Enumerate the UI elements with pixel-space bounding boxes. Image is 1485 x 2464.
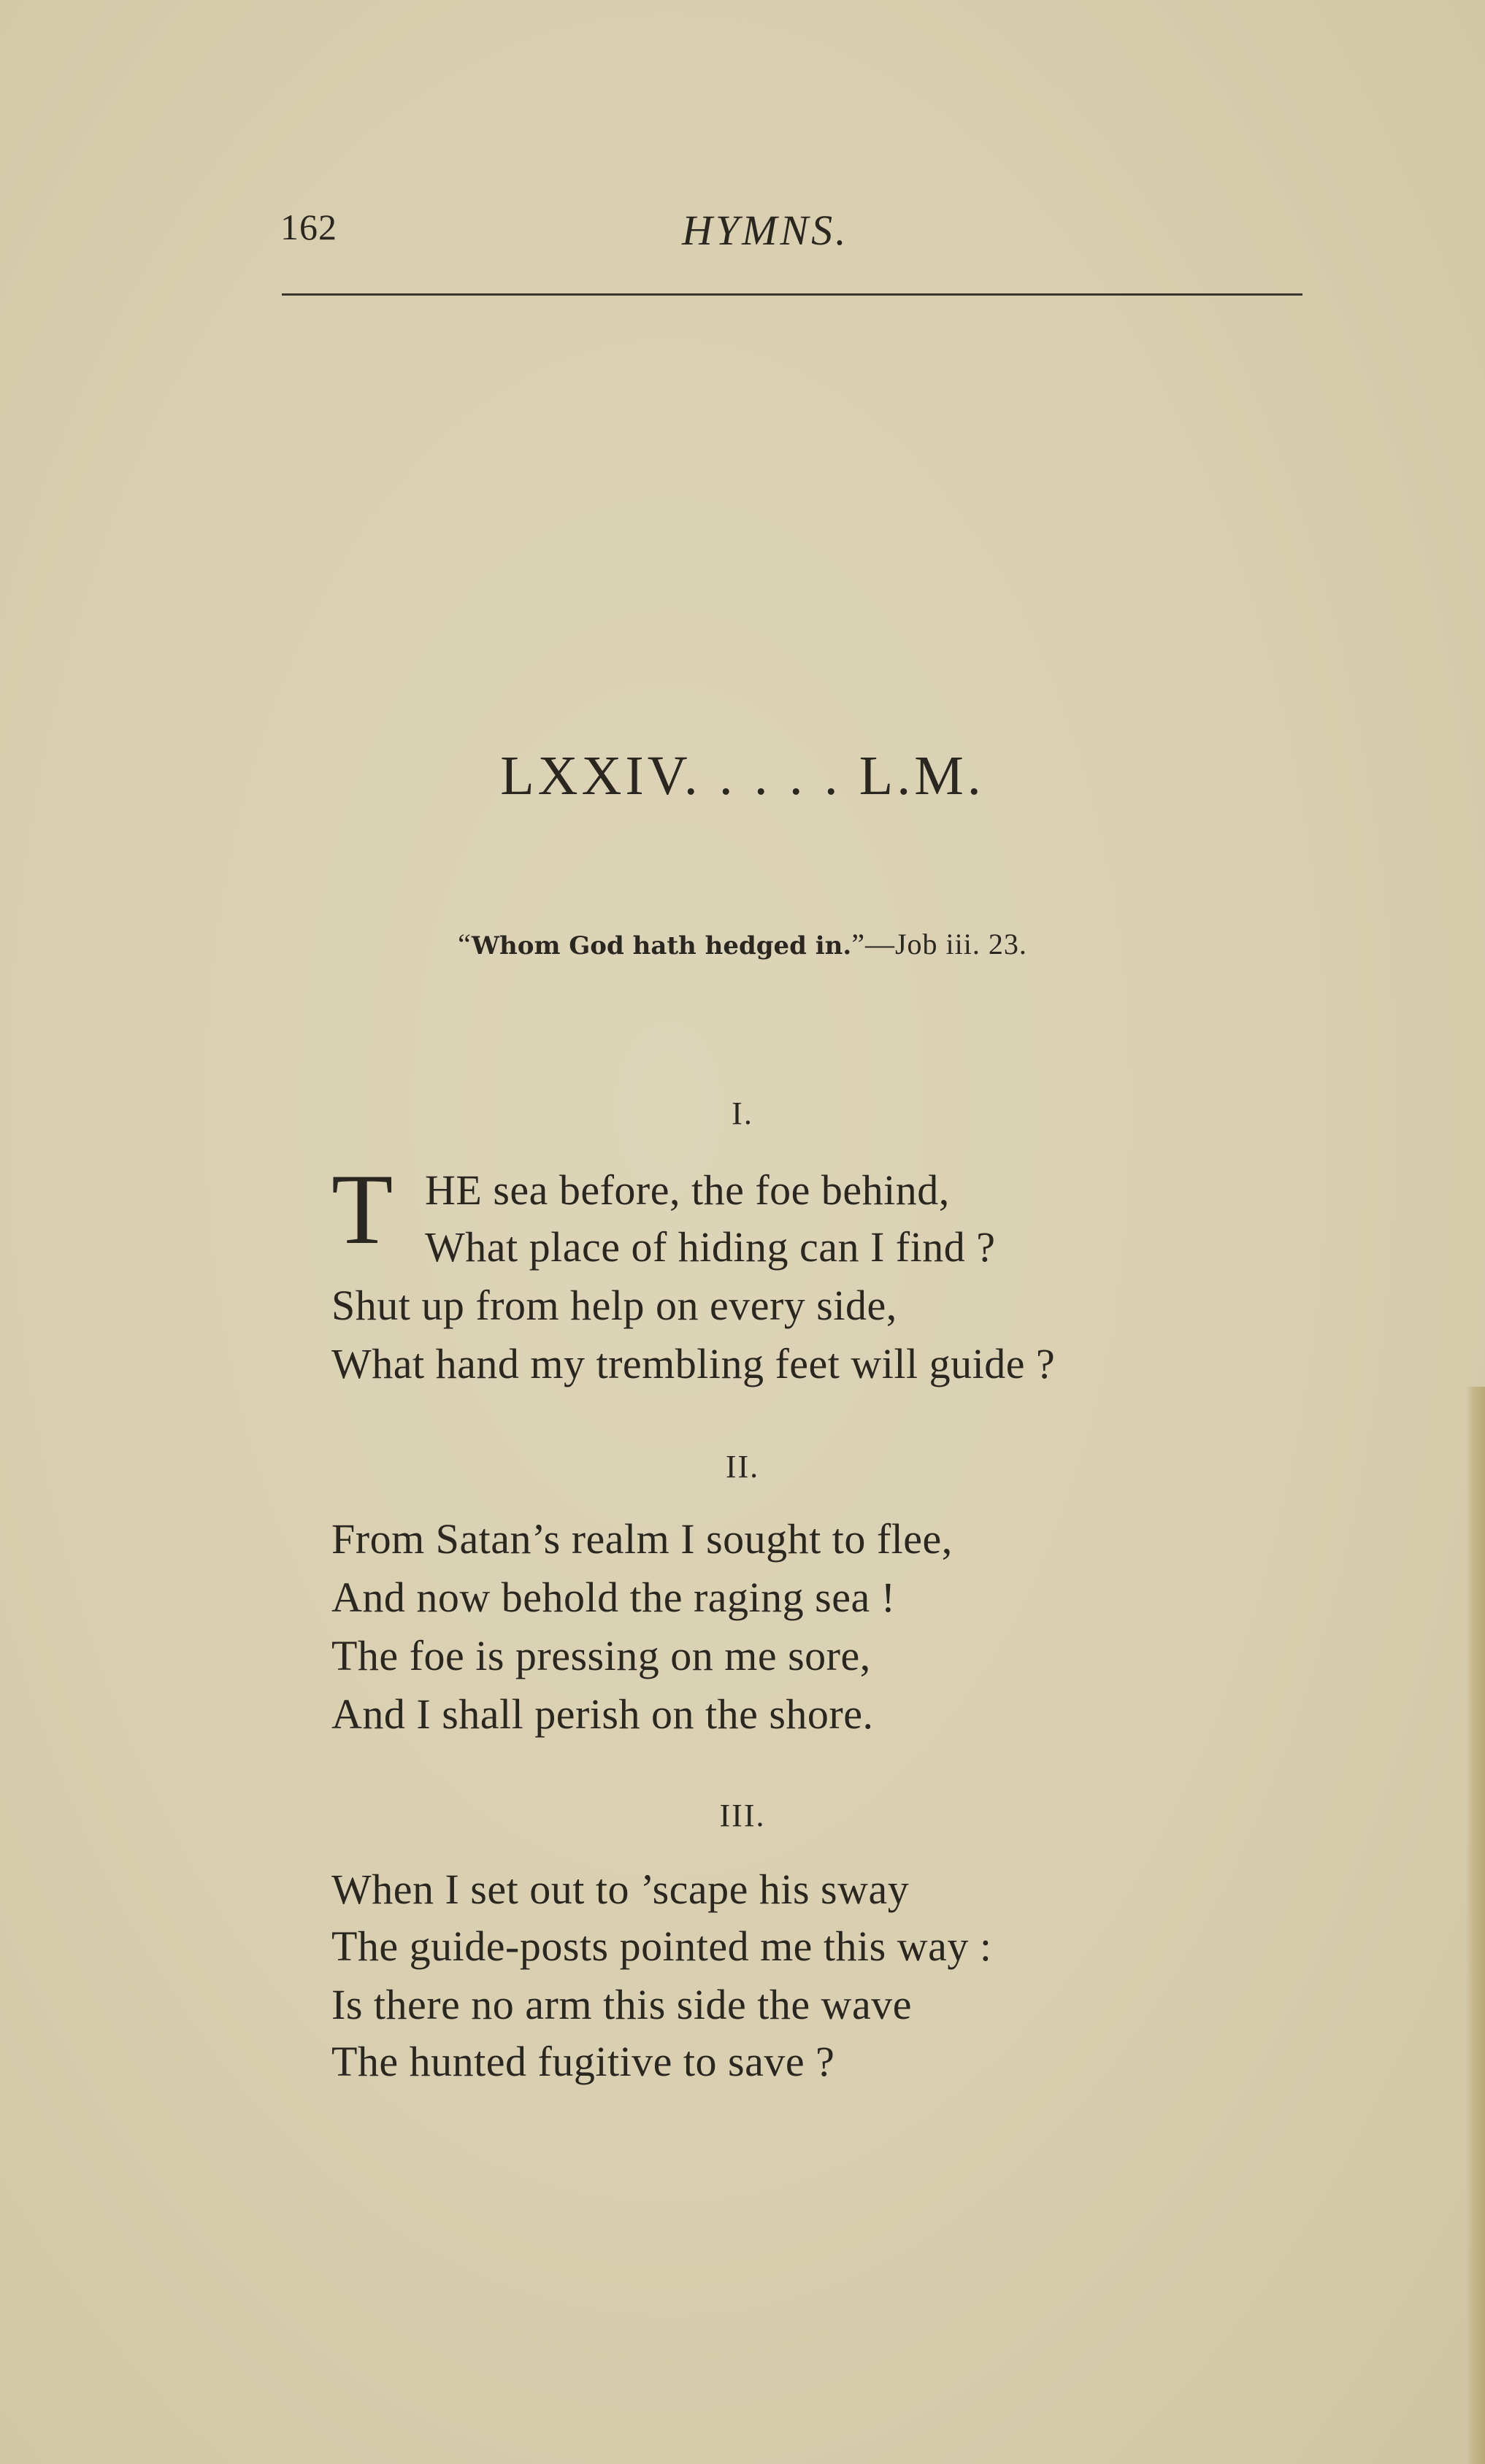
header-rule	[282, 293, 1302, 296]
verse-line: And now behold the raging sea !	[331, 1574, 896, 1621]
verse-line: The foe is pressing on me sore,	[331, 1632, 871, 1679]
verse-line: When I set out to ’scape his sway	[331, 1866, 910, 1913]
verse-line: Shut up from help on every side,	[331, 1282, 897, 1329]
verse-line: And I shall perish on the shore.	[331, 1690, 874, 1738]
drop-cap: T	[331, 1153, 394, 1265]
page-number: 162	[280, 207, 337, 247]
verse-line: HE sea before, the foe behind,	[425, 1166, 950, 1214]
hymn-number: LXXIV. . . . . L.M.	[500, 745, 985, 806]
verse-line: The guide-posts pointed me this way :	[331, 1922, 992, 1970]
epigraph-reference: ”—Job iii. 23.	[851, 928, 1027, 960]
epigraph	[0, 927, 1485, 961]
verse-line: What place of hiding can I find ?	[425, 1223, 996, 1271]
verse-line: From Satan’s realm I sought to flee,	[331, 1515, 953, 1563]
epigraph-blackletter: Whom God hath hedged in.	[471, 931, 852, 960]
page-edge-shadow	[1466, 1387, 1485, 2464]
verse-line: What hand my trembling feet will guide ?	[331, 1340, 1056, 1387]
stanza-numeral: III.	[719, 1798, 766, 1833]
running-head	[280, 206, 1302, 257]
epigraph-quote-open: “	[458, 928, 472, 960]
stanza-numeral: I.	[732, 1096, 753, 1131]
verse-line: Is there no arm this side the wave	[331, 1981, 912, 2028]
verse-line: The hunted fugitive to save ?	[331, 2038, 835, 2085]
running-title: HYMNS.	[682, 207, 849, 254]
stanza-numeral: II.	[725, 1449, 760, 1485]
